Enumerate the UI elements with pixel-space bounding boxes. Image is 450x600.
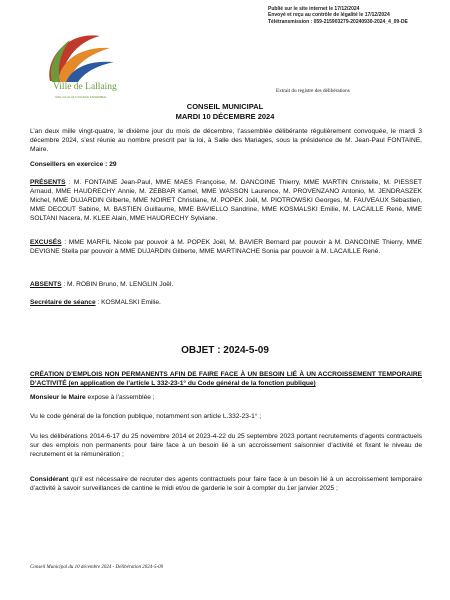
subject-legal-reference: (en application de l’article L 332-23-1° du Code général de la fonction publique) [66, 380, 316, 388]
absents-list: : M. ROBIN Bruno, M. LENGLIN Joël. [61, 281, 174, 288]
mayor-text: expose à l’assemblée ; [85, 394, 155, 401]
excuses-list: : MME MARFIL Nicole par pouvoir à M. POPEK Joël, M. BAVIER Bernard par pouvoir à M. DANCOINE Thierry, MME DEVIGNE Stella par pouvoir à MME DUJARDIN Gilberte, MME MARTINACHE Sonia par pouvoir à M. LACAILLE René. [30, 239, 422, 256]
excuses-label: EXCUSÉS [30, 239, 62, 246]
page-footer: Conseil Municipal du 10 décembre 2024 - Délibération 2024-5-09 [30, 565, 164, 570]
logo-name: Ville de Lallaing [53, 82, 117, 92]
stamp-line-published: Publié sur le site internet le 17/12/2024 [268, 6, 360, 12]
councillors-label: Conseillers en exercice : [30, 161, 108, 168]
presents-list: : M. FONTAINE Jean-Paul, MME MAES Françoise, M. DANCOINE Thierry, MME MARTIN Christelle, M. PIESSET Arnaud, MME HAUDRECHY Annie, M. ZEBBAR Kamel, MME WASSON Laurence, M. PROVENZANO Antonio, M. JENDRASZEK Michel, MME DUJARDIN Gilberte, MME NOIRET Christiane, M. POPEK Joël, M. PIOTROWSKI Georges, M. FAUVEAUX Sébastien, MME DECOUT Sabine, M. BASTIEN Guillaume, MME BAVIELLO Sandrine, MME KOSMALSKI Emilie, M. LACAILLE René, MME SOLTANI Nacera, M. KLEE Alain, MME HAUDRECHY Sylviane. [30, 179, 422, 223]
secretary-paragraph [30, 298, 422, 307]
excuses-paragraph [30, 238, 422, 256]
register-extract-label: Extrait du registre des délibérations [276, 88, 350, 94]
transmission-stamp [268, 6, 443, 25]
mayor-statement [30, 393, 422, 402]
stamp-line-received: Envoyé et reçu au contrôle de légalité le 17/12/2024 [268, 12, 390, 19]
presents-label: PRÉSENTS [30, 179, 66, 186]
mayor-label: Monsieur le Maire [30, 394, 86, 401]
council-title: CONSEIL MUNICIPAL [186, 102, 264, 111]
council-date: MARDI 10 DÉCEMBRE 2024 [175, 112, 275, 121]
secretary-label: Secrétaire de séance [30, 299, 96, 306]
vu-deliberations-paragraph: Vu les délibérations 2014-6-17 du 25 novembre 2014 et 2023-4-22 du 25 septembre 2023 portant recrutements d’agents contractuels sur des emplois non permanents pour faire face à un besoin lié à un accroissement saisonnier d’activité et fixant le niveau de recrutement et la rémunération ; [30, 433, 422, 459]
councillors-count [30, 160, 422, 169]
secretary-name: : KOSMALSKI Emilie. [95, 299, 161, 306]
intro-paragraph: L’an deux mille vingt-quatre, le dixième jour du mois de décembre, l’assemblée délibérante régulièrement convoquée, le mardi 3 décembre 2024, s’est réunie au nombre prescrit par la loi, à Salle des Mariages, sous la présidence de M. Jean-Paul FONTAINE, Maire. [30, 128, 422, 154]
councillors-value: 29 [109, 161, 117, 168]
considerant-paragraph [30, 475, 422, 493]
objet-heading: OBJET : 2024-5-09 [181, 345, 269, 356]
logo-tagline: UNE VILLE QUI AVANCE ENSEMBLE [55, 95, 107, 99]
considerant-label: Considérant [30, 476, 69, 483]
subject-main: CRÉATION D’EMPLOIS NON PERMANENTS AFIN DE FAIRE FACE À UN BESOIN LIÉ À UN ACCROISSEMENT TEMPORAIRE D’ACTIVITÉ [30, 371, 422, 388]
absents-label: ABSENTS [30, 281, 62, 288]
subject-heading [30, 370, 422, 388]
considerant-text: qu’il est nécessaire de recruter des agents contractuels pour faire face à un besoin lié à un accroissement temporaire d’activité à savoir surveillances de cantine le midi et/ou de garderie le soir à compter du 1er janvier 2025 ; [30, 476, 422, 493]
stamp-line-teletransmission: Télétransmission : 059-215903279-20240930-2024_4_09-DE [268, 18, 408, 25]
absents-paragraph [30, 280, 422, 289]
vu-code-paragraph: Vu le code général de la fonction publique, notamment son article L.332-23-1° ; [30, 413, 262, 420]
presents-paragraph [30, 178, 422, 223]
